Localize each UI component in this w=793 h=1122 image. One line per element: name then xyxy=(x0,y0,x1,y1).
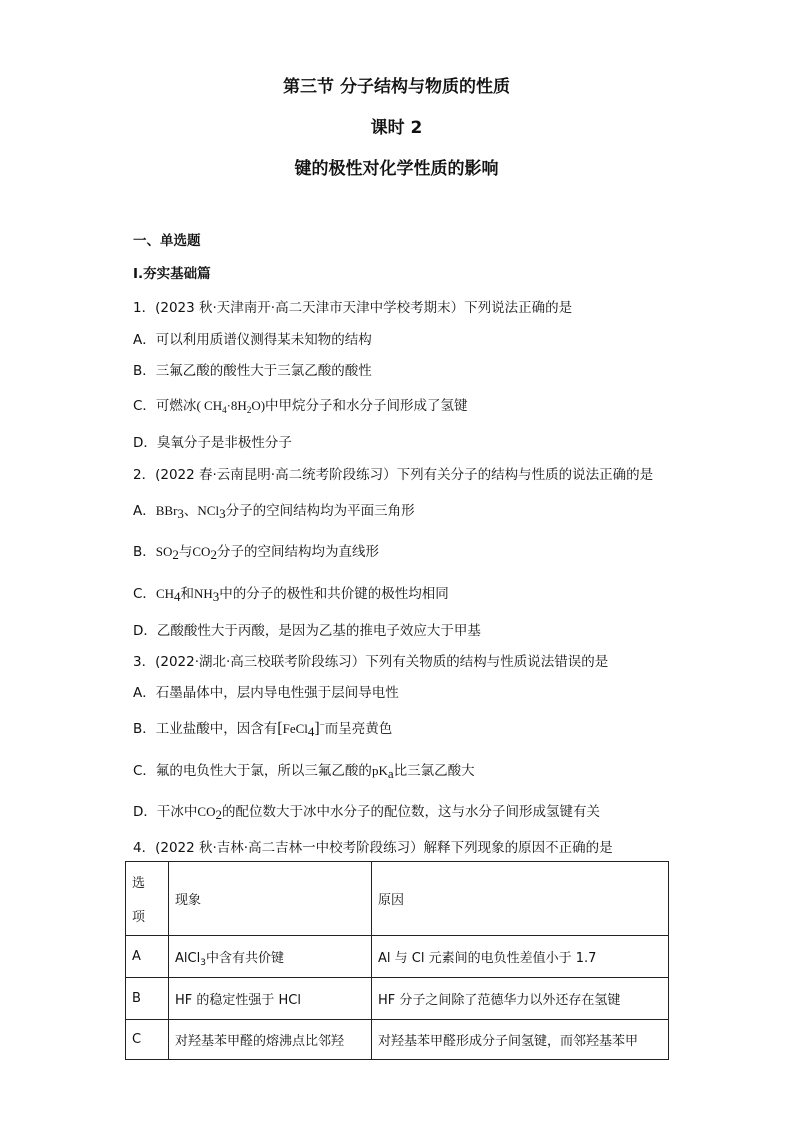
option-prefix: C． xyxy=(133,586,156,602)
formula-o: O xyxy=(251,398,261,413)
table-row xyxy=(126,1020,669,1060)
bracket-close: ] xyxy=(314,720,320,737)
row-option: B xyxy=(126,978,169,1020)
lesson-title: 课时 2 xyxy=(370,118,423,138)
separator: 和 xyxy=(180,586,194,602)
option-text: 的配位数大于冰中水分子的配位数，这与水分子间形成氢键有关 xyxy=(221,804,600,820)
option-text: 分子的空间结构均为平面三角形 xyxy=(225,503,415,519)
option-text: 分子的空间结构均为直线形 xyxy=(216,544,379,560)
option-c-prefix: C．可燃冰 xyxy=(133,398,197,414)
formula-sub: 2 xyxy=(246,405,252,415)
formula-co2: CO xyxy=(192,544,211,559)
question-2-option-c xyxy=(133,582,449,602)
question-2-option-a xyxy=(133,499,415,519)
option-text: 而呈亮黄色 xyxy=(324,721,393,737)
table-row xyxy=(126,936,669,978)
question-3-option-c xyxy=(133,759,475,779)
header-option-line2: 项 xyxy=(132,910,146,925)
option-prefix: C．氟的电负性大于氯，所以三氟乙酸的 xyxy=(133,763,372,779)
question-2-stem: 2．(2022 春·云南昆明·高二统考阶段练习）下列有关分子的结构与性质的说法正确的是 xyxy=(133,467,654,483)
formula-alcl3: AlCl xyxy=(175,951,201,966)
phenomenon-text: 中含有共价键 xyxy=(205,951,284,966)
formula-sub: 4 xyxy=(307,724,315,739)
formula-co2: CO xyxy=(197,804,216,819)
topic-title: 键的极性对化学性质的影响 xyxy=(294,159,499,179)
question-2-option-d: D．乙酸酸性大于丙酸，是因为乙基的推电子效应大于甲基 xyxy=(133,623,481,639)
question-2-option-b xyxy=(133,540,379,560)
formula-sub: 4 xyxy=(174,589,181,604)
formula-paren: ( $CH_4\cdot 8H_2O$) xyxy=(196,398,266,415)
question-1-option-b: B．三氟乙酸的酸性大于三氯乙酸的酸性 xyxy=(133,363,372,379)
formula-so2: SO xyxy=(155,544,173,559)
separator: 与 xyxy=(178,544,193,560)
question-3-option-b xyxy=(133,717,392,738)
formula-sub: 3 xyxy=(212,589,220,604)
formula-bbr3: BBr xyxy=(155,503,178,518)
formula-ch: CH xyxy=(204,398,223,413)
question-4-stem: 4．(2022 秋·吉林·高二吉林一中校考阶段练习）解释下列现象的原因不正确的是 xyxy=(133,840,613,856)
row-reason: 对羟基苯甲醛形成分子间氢键，而邻羟基苯甲 xyxy=(372,1020,669,1060)
formula-nh3: NH xyxy=(194,586,213,601)
question-3-stem: 3．(2022·湖北·高三校联考阶段练习）下列有关物质的结构与性质说法错误的是 xyxy=(133,654,609,670)
formula-8h: ·8H xyxy=(226,398,247,413)
question-4-table xyxy=(125,861,669,1060)
subsection-heading: Ⅰ.夯实基础篇 xyxy=(133,266,211,282)
header-option xyxy=(126,862,169,936)
section-title: 第三节 分子结构与物质的性质 xyxy=(283,77,510,97)
formula-ncl3: NCl xyxy=(197,503,220,518)
option-text: 比三氯乙酸大 xyxy=(393,763,475,779)
option-prefix: B．工业盐酸中，因含有 xyxy=(133,721,278,737)
formula-fecl4: FeCl xyxy=(282,721,308,736)
bracket-open: [ xyxy=(277,720,283,737)
formula-pka: pK xyxy=(371,763,388,778)
question-1-option-c xyxy=(133,394,468,414)
header-phenomenon: 现象 xyxy=(169,862,372,936)
row-phenomenon: HF 的稳定性强于 HCl xyxy=(169,978,372,1020)
formula-ch4: CH xyxy=(155,586,174,601)
formula-sub: 2 xyxy=(210,547,217,562)
row-reason: Al 与 Cl 元素间的电负性差值小于 1.7 xyxy=(372,936,669,978)
option-text: 中的分子的极性和共价键的极性均相同 xyxy=(219,586,449,602)
formula-sub: 4 xyxy=(222,405,227,415)
question-3-option-a: A．石墨晶体中，层内导电性强于层间导电性 xyxy=(133,685,399,701)
question-1-stem: 1．(2023 秋·天津南开·高二天津市天津中学校考期末）下列说法正确的是 xyxy=(133,300,573,316)
option-prefix: B． xyxy=(133,544,156,560)
charge: − xyxy=(319,719,325,730)
row-phenomenon: 对羟基苯甲醛的熔沸点比邻羟 xyxy=(169,1020,372,1060)
section-heading: 一、单选题 xyxy=(133,233,201,249)
question-1-option-a: A．可以利用质谱仪测得某未知物的结构 xyxy=(133,332,372,348)
separator: 、 xyxy=(183,503,198,519)
option-prefix: A． xyxy=(133,503,156,519)
formula-sub: 2 xyxy=(215,807,222,822)
row-phenomenon xyxy=(169,936,372,978)
row-reason: HF 分子之间除了范德华力以外还存在氢键 xyxy=(372,978,669,1020)
option-prefix: D．干冰中 xyxy=(133,804,198,820)
option-c-suffix: 中甲烷分子和水分子间形成了氢键 xyxy=(265,398,468,414)
row-option: C xyxy=(126,1020,169,1060)
header-reason: 原因 xyxy=(372,862,669,936)
table-header-row xyxy=(126,862,669,936)
table-row xyxy=(126,978,669,1020)
formula-sub: a xyxy=(387,766,394,781)
row-option: A xyxy=(126,936,169,978)
formula-sub: 3 xyxy=(219,506,226,521)
header-option-line1: 选 xyxy=(132,876,146,891)
formula-sub: 2 xyxy=(172,547,179,562)
question-1-option-d: D．臭氧分子是非极性分子 xyxy=(133,435,292,451)
formula-sub: 3 xyxy=(200,958,206,968)
formula-sub: 3 xyxy=(177,506,184,521)
question-3-option-d xyxy=(133,800,600,820)
